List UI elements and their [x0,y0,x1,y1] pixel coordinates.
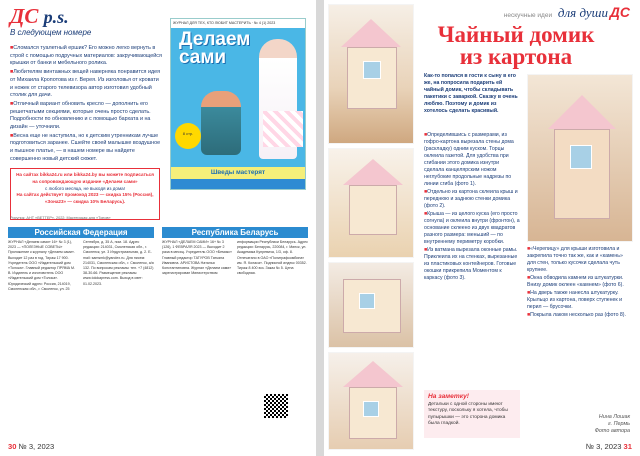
photo-house-side [328,352,414,450]
promo-line: На сайтах действует промокод 2023 — скидка 15% (Россия), [16,192,154,198]
page-number-right [586,442,632,451]
teaser-item: ■ Отличный вариант обновить кресло — дополнить его решетчатыми секциями, которые очень просто сделать. Подробности по обновлению и с помощью бархата и на дизайн — уточнили. [10,101,162,132]
rubric-label: нескучные идеи [503,12,553,19]
window-shape [570,145,592,169]
body-paragraph: ■ Покрыла лаком несколько раз (фото 8). [527,312,631,319]
left-page [0,0,316,456]
magazine-cover [170,18,306,190]
cover-photo-person [201,91,241,155]
photo-house-walls [328,262,414,348]
body-paragraph: ■ Определившись с размерами, из гофро-картона вырезала стены дома (раскладку) одним куском. Торцы оклеила газетой. Для удобства при сгибании этого домика изнутри сделала канцелярским ножом неглубокие продольные надрезы по линии сгиба (фото 1). [424,132,520,188]
page-number: 31 [623,442,632,451]
cover-pattern-image [263,111,303,147]
teaser-item: ■ Весна еще не наступила, но к детским утренникам лучше подготовиться заранее. Сшейте своей малышке воздушное и пышное платье, — в нашем номере вы найдете совершенно новый детский сюжет. [10,133,162,164]
page-number-left [8,442,54,451]
cover-title [179,31,250,67]
rubric-logo: ДС [609,4,630,20]
headline-line: Чайный домик [437,22,595,47]
author-name: Нина Лошак [598,414,630,420]
cover-top-strip: ЖУРНАЛ ДЛЯ ТЕХ, КТО ЛЮБИТ МАСТЕРИТЬ · № 4 (1) 2023 [171,19,305,28]
promo-line: «Зона23» — скидка 10% Беларусь). [44,199,126,205]
belarus-header: Республика Беларусь [162,227,308,238]
roof-shape [341,19,401,47]
teaser-item: ■ Любителям винтажных вещей наверняка понравится идея от Михаила Кропотова из г. Верея. Из изголовья от кровати и ножек от старого телевизора автор изготовил удобный столик для дачи. [10,69,162,100]
author-credit [595,414,630,435]
photo-credit: Фото автора [594,428,630,434]
author-city: г. Пермь [607,421,630,427]
article-body-right [527,246,631,320]
wall-shape [349,185,397,235]
cover-caption: Рисунок: АНТ «ВЕТТЕР», 2022; Мастерская для «Топов» [10,216,111,220]
window-shape [363,61,381,79]
cover-title-line: Делаем [179,29,251,50]
roof-shape [343,361,403,387]
teaser-item: ■ Сломался туалетный ершик? Его можно легко вернуть в строй с помощью подручных материалов: закручивающейся крышки от банки и мебельного ролика. [10,45,162,68]
promo-line: с любого месяца, не выходя из дома! [45,185,125,191]
rubric-title: для души [557,5,608,20]
rubric [504,4,630,21]
photo-house-front [328,4,414,144]
body-paragraph: ■ Из ватмана вырезала оконные рамы. Приклеила их на стенках, вырезанные из пластиковых контейнеров. Готовые окошки прикрепила Моментом к каркасу (фото 3). [424,247,520,282]
promo-line: На сайтах bikka24.ru или bikka24.by вы можете подписаться на сопровождающую издание «Делаем сами» [16,172,154,184]
window-shape [363,401,379,417]
issue-label: № 3, 2023 [585,442,622,451]
photo-house-finished [527,74,633,242]
roof-shape [343,159,403,185]
issue-label: № 3, 2023 [18,442,55,451]
subscription-promo [10,168,160,220]
body-paragraph: ■ Окна обводила камнем из штукатурки. Внизу домик оклеен «камнем» (фото 6). [527,275,631,289]
qr-code [264,394,288,418]
tip-box [424,390,520,438]
right-page [324,0,640,456]
headline-line: из картона [459,44,573,69]
photo-house-assembly [328,148,414,258]
article-headline [416,24,616,68]
teaser-list [10,45,162,165]
tip-title: На заметку! [428,393,469,400]
article-lead: Как-то попался в гости к сыну в его же, на попросила подарить ей чайный домик, чтобы складывать пакетики с заваркой. Сказку в очень люблю. Поэтому и домик из хотелось сделать красивый. [424,73,518,114]
body-paragraph: ■ Отдельно из картона склеила крыш и переднюю и заднюю стенки домика (фото 2). [424,189,520,210]
body-paragraph: ■ «Черепицу» для крыши изготовила и закрепила точно так же, как и «камень» для стен, только кусочки сделала чуть крупнее. [527,246,631,274]
cover-title-line: сами [179,47,227,68]
next-issue-heading: В следующем номере [10,28,92,37]
belarus-imprint: ЖУРНАЛ «ДЕЛАЕМ САМИ» 16+ № 3 (126), 1 ФЕВРАЛЯ 2023 — Выходит 2 раза в месяц. Учредитель ООО «Бемикс» Главный редактор ТАТУРОВ Татьяна Ивановна. АРИСТОВА Наталья Константиновна. Журнал «Делаем сами» зарегистрирован Министерством информации Республики Беларусь. Адрес редакции: Беларусь, 220084, г. Минск, ул. Академика Купревича, 1/3, оф. 8. Отпечатано в ОАО «Полиграфкомбинат им. Я. Коласа». Подписной индекс 00352. Тираж 8 400 экз. Заказ № 5. Цена свободная. [162,240,308,276]
cover-banner: Шведы мастерят [171,167,305,179]
window-shape [359,293,375,309]
brand-mark: ДС [10,4,39,28]
body-paragraph: ■ На дверь также нанесла штукатурку. Крыльцо из картона, поверх ступенек и перил — брусочки. [527,290,631,311]
wall-shape [554,129,610,219]
brand-logo [10,4,69,29]
tip-text: Детальки с одной стороны имеют текстуру, поскольку я хотела, чтобы пупырышки — это сторона домика была гладкой. [428,402,508,426]
article-body [424,132,520,283]
body-paragraph: ■ Крыша — из целого куска (его просто согнула) и оклеила внутри (фронтон), а основание склеено из двух квадратов разного размера: меньший — по внутреннему периметру коробки. [424,211,520,246]
cover-footer-strip [171,179,305,190]
roof-shape [548,95,616,129]
russia-header: Российская Федерация [8,227,154,238]
page-number: 30 [8,442,17,451]
cover-badge: 8 стр. [175,123,201,149]
brand-suffix: p.s. [43,7,69,27]
russia-imprint: ЖУРНАЛ «Делаем сами» 16+ № 3 (1), 2023 — «ПОЛЕЗНЫЕ СОВЕТЫ» Приложение к журналу «Делаем сами». Выходит 12 раз в год. Тираж 17 900. Учредитель ООО «Издательский дом «Толока». Главный редактор ПРЯМА М. В. Издатель и изготовитель ООО «Издательский дом «Толока». Юридический адрес: Россия, 214019, Смоленская обл., г. Смоленск, ул. 25 Сентября, д. 35 А, пом. 18. Адрес редакции: 214031, Смоленская обл., г. Смоленск, ул. 3 Индустриальная, д. 2. Е-mail: samsmk@yandex.ru. Для писем: 214031, Смоленская обл., г. Смоленск, а/я 132. По вопросам рекламы: тел. +7 (4812) 38-30-66. Размещение рекламы www.tolokapress.com. Выход в свет: 01.02.2023. [8,240,154,291]
